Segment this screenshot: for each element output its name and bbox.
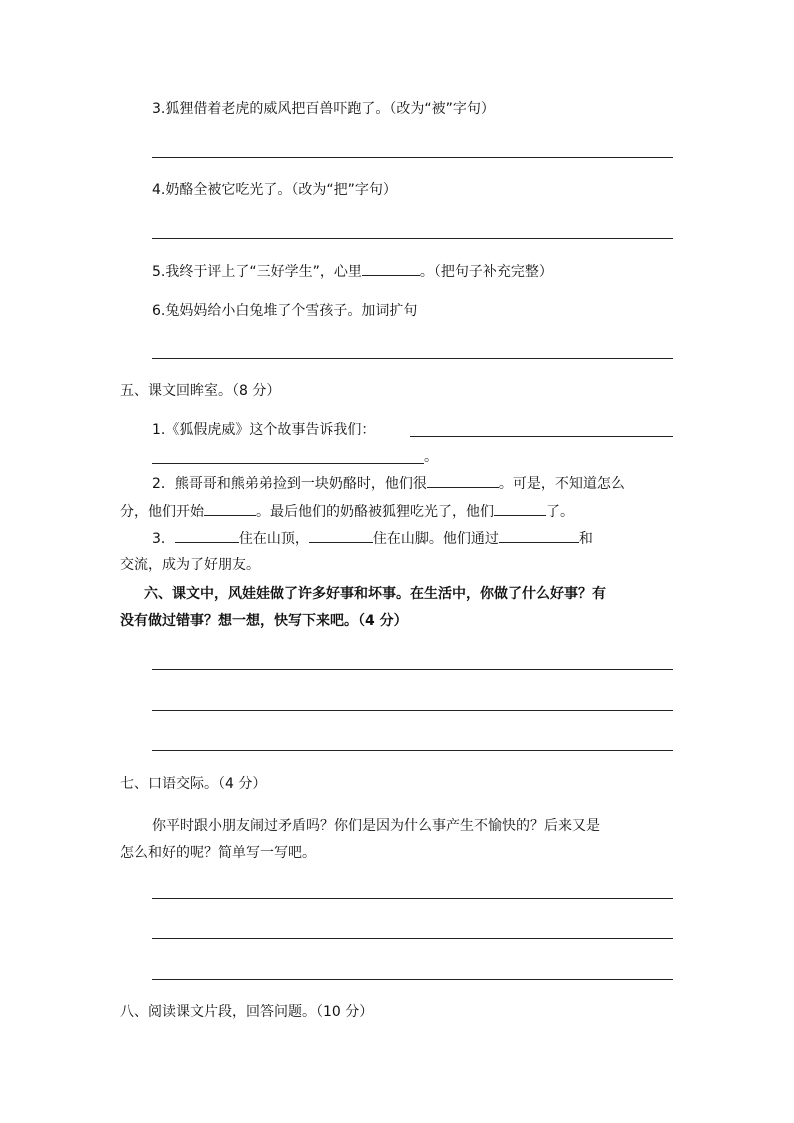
s5-item1 xyxy=(152,420,375,440)
s5-item2-line2 xyxy=(120,501,574,522)
q3-hint: （改为“被”字句） xyxy=(389,101,495,117)
s5-item1-blank-a[interactable] xyxy=(410,436,673,437)
s5-item2-blank3[interactable] xyxy=(494,501,546,516)
section6-line2: 没有做过错事？想一想，快写下来吧。（4 分） xyxy=(120,613,408,629)
section7-title: 七、口语交际。（4 分） xyxy=(120,776,267,792)
s5-item1-num: 1. xyxy=(152,422,166,438)
q6-num: 6. xyxy=(152,303,166,319)
s5-item2-line1 xyxy=(152,473,625,494)
q4-text xyxy=(152,180,397,200)
section5-title: 五、课文回眸室。（8 分） xyxy=(120,383,281,399)
q3-num: 3. xyxy=(152,101,166,117)
s5-item3-blank3[interactable] xyxy=(499,528,579,543)
q5-before: 我终于评上了“三好学生”，心里 xyxy=(165,264,362,280)
q5-blank[interactable] xyxy=(362,261,420,276)
s5-item2-l2b: 。最后他们的奶酪被狐狸吃光了，他们 xyxy=(256,504,494,520)
s5-item2-l1b: 。可是，不知道怎么 xyxy=(498,476,625,492)
section8-title: 八、阅读课文片段，回答问题。（10 分） xyxy=(120,1004,374,1020)
s5-item3-blank1[interactable] xyxy=(175,528,239,543)
q4-sentence: 奶酪全被它吃光了。 xyxy=(165,182,292,198)
q5-num: 5. xyxy=(152,264,166,280)
s5-item2-l2a: 分，他们开始 xyxy=(120,504,204,520)
s6-answer-line-2[interactable] xyxy=(152,710,673,711)
s5-item1-text: 《狐假虎威》这个故事告诉我们： xyxy=(165,422,376,438)
s5-item2-blank2[interactable] xyxy=(204,501,256,516)
s5-item3-blank2[interactable] xyxy=(309,528,373,543)
q6-text xyxy=(152,301,417,321)
s5-item3-b: 住在山脚。他们通过 xyxy=(372,531,499,547)
q4-hint: （改为“把”字句） xyxy=(291,182,397,198)
s6-answer-line-3[interactable] xyxy=(152,750,673,751)
s5-item2-l2c: 了。 xyxy=(546,504,574,520)
section6-line1: 六、课文中，风娃娃做了许多好事和坏事。在生活中，你做了什么好事？有 xyxy=(144,586,606,602)
s7-answer-line-2[interactable] xyxy=(152,938,673,939)
section7-line2: 怎么和好的呢？简单写一写吧。 xyxy=(120,845,316,861)
s7-answer-line-1[interactable] xyxy=(152,898,673,899)
s5-item3-a: 住在山顶， xyxy=(238,531,309,547)
s5-item2-blank1[interactable] xyxy=(427,473,499,488)
q6-sentence: 兔妈妈给小白兔堆了个雪孩子。加词扩句 xyxy=(165,303,418,319)
s5-item3-num: 3． xyxy=(152,531,175,547)
q4-answer-line[interactable] xyxy=(152,238,673,239)
s5-item1-end: 。 xyxy=(424,449,438,465)
section7-line1: 你平时跟小朋友闹过矛盾吗？你们是因为什么事产生不愉快的？后来又是 xyxy=(152,818,600,834)
s5-item3-c: 和 xyxy=(578,531,593,547)
q3-answer-line[interactable] xyxy=(152,157,673,158)
q4-num: 4. xyxy=(152,182,166,198)
s7-answer-line-3[interactable] xyxy=(152,979,673,980)
q5-text xyxy=(152,261,553,282)
s6-answer-line-1[interactable] xyxy=(152,669,673,670)
s5-item3-line1 xyxy=(152,528,593,549)
s5-item1-blank-b[interactable] xyxy=(152,463,424,464)
q3-text xyxy=(152,99,495,119)
q6-answer-line[interactable] xyxy=(152,358,673,359)
q3-sentence: 狐狸借着老虎的威风把百兽吓跑了。 xyxy=(165,101,390,117)
q5-after: 。 xyxy=(419,264,434,280)
s5-item3-line2: 交流，成为了好朋友。 xyxy=(120,557,260,573)
s5-item2-l1a: 2．熊哥哥和熊弟弟捡到一块奶酪时，他们很 xyxy=(152,476,427,492)
q5-hint: （把句子补充完整） xyxy=(433,264,553,280)
